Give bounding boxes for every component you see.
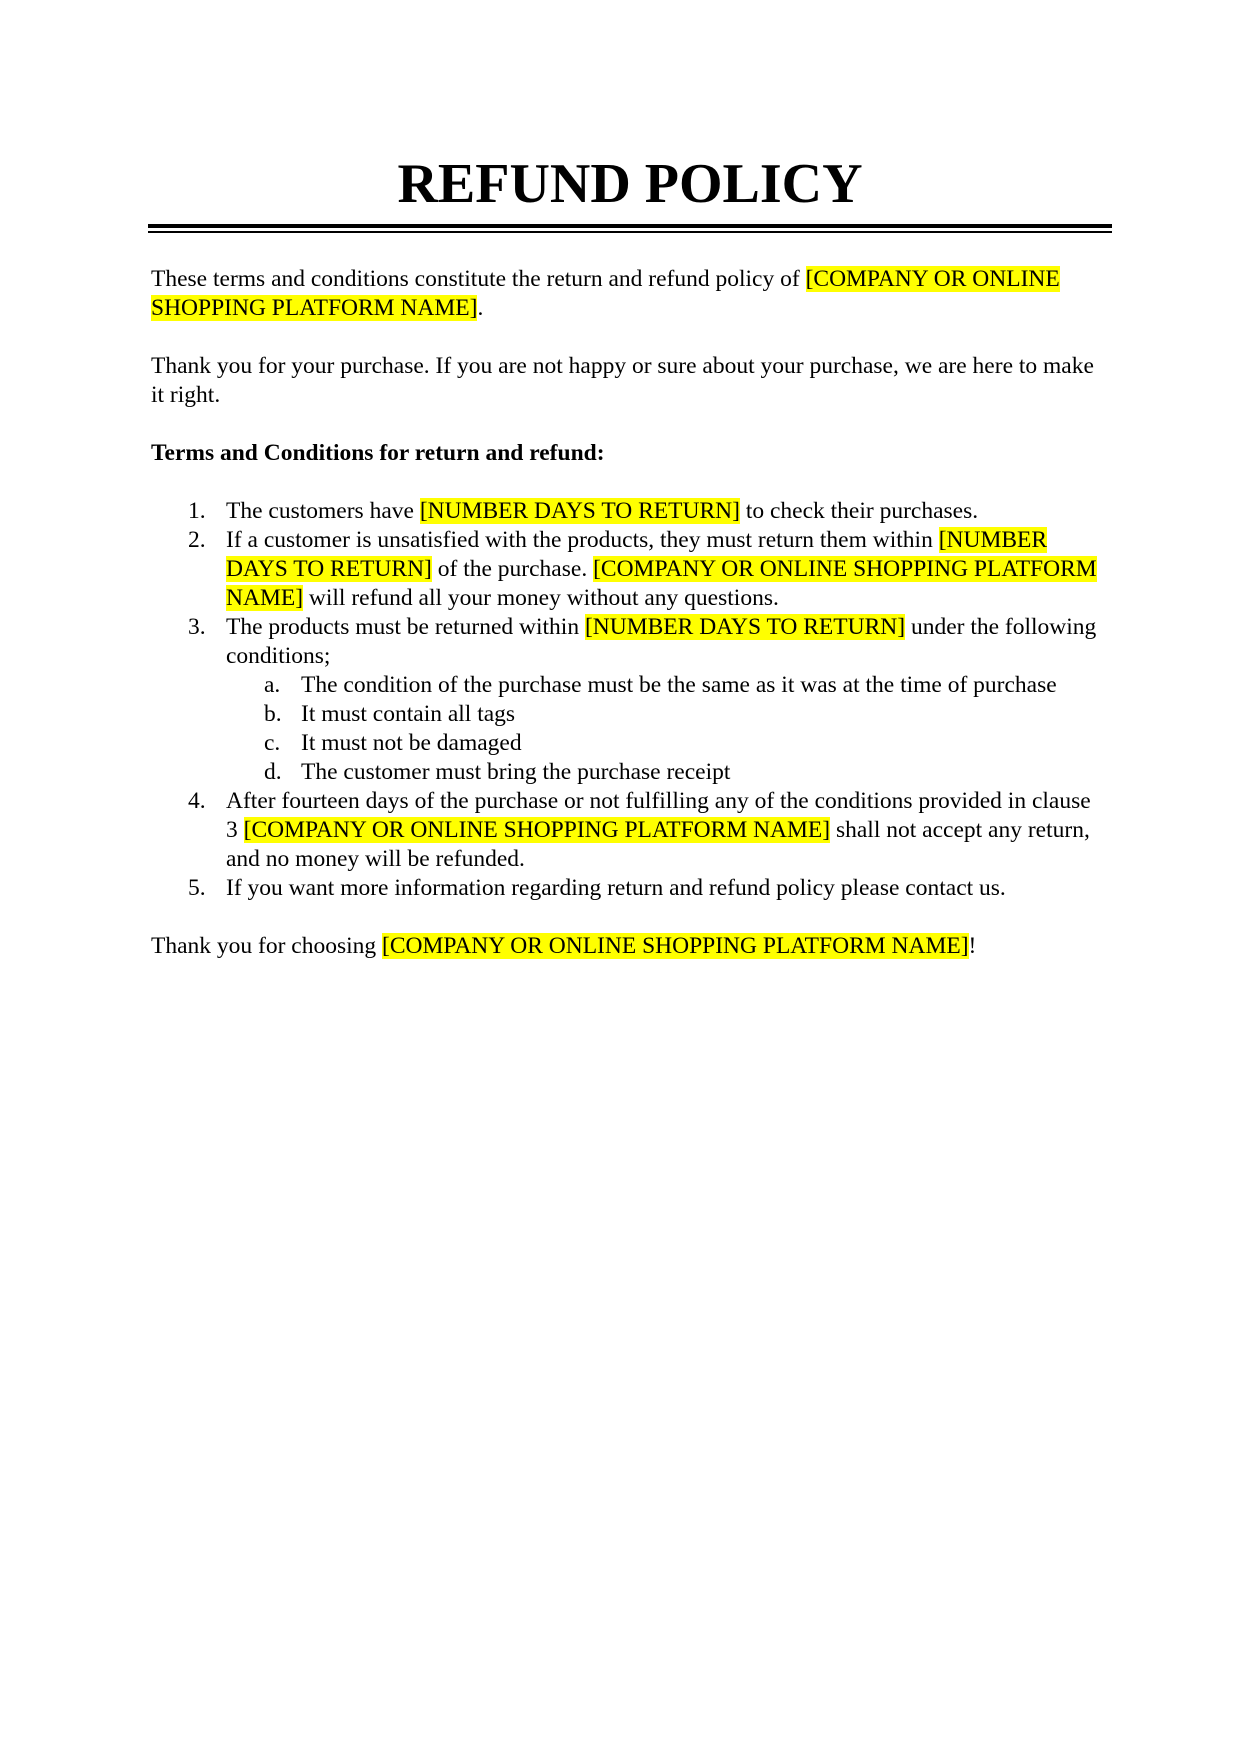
list-item: [151, 613, 1101, 787]
list-number: 2.: [188, 527, 206, 553]
item-text: After fourteen days of the purchase or not fulfilling any of the conditions provided in clause 3: [226, 788, 1091, 843]
list-number: 5.: [188, 875, 206, 901]
sublist-text: It must not be damaged: [301, 730, 522, 756]
conditions-sublist: [226, 671, 1101, 787]
sublist-letter: d.: [264, 759, 282, 785]
company-placeholder: [COMPANY OR ONLINE SHOPPING PLATFORM NAME]: [226, 556, 1097, 611]
title-rule-thick: [148, 224, 1112, 228]
page-title: REFUND POLICY: [397, 153, 863, 215]
sublist-letter: a.: [264, 672, 281, 698]
closing-paragraph: [151, 932, 1101, 961]
sublist-item: [226, 729, 1101, 758]
sublist-letter: c.: [264, 730, 281, 756]
item-text: If a customer is unsatisfied with the products, they must return them within: [226, 527, 939, 553]
item-text: to check their purchases.: [739, 498, 979, 524]
item-text: The products must be returned within: [226, 614, 585, 640]
days-placeholder: [NUMBER DAYS TO RETURN]: [419, 498, 740, 524]
terms-list: [151, 497, 1101, 903]
list-item: [151, 787, 1101, 874]
list-item: [151, 874, 1101, 903]
list-item: [151, 526, 1101, 613]
item-text: under the following conditions;: [226, 614, 1097, 669]
thanks-paragraph: Thank you for your purchase. If you are not happy or sure about your purchase, we are here to make it right.: [151, 353, 1094, 408]
company-placeholder: [COMPANY OR ONLINE SHOPPING PLATFORM NAME]: [382, 933, 969, 959]
sublist-item: [226, 700, 1101, 729]
intro-text: These terms and conditions constitute the return and refund policy of: [151, 266, 806, 292]
list-number: 4.: [188, 788, 206, 814]
terms-heading: Terms and Conditions for return and refund:: [151, 440, 605, 466]
days-placeholder: [NUMBER DAYS TO RETURN]: [226, 527, 1048, 582]
list-number: 3.: [188, 614, 206, 640]
document-body: [151, 265, 1101, 990]
item-text: If you want more information regarding return and refund policy please contact us.: [226, 875, 1006, 901]
item-text: will refund all your money without any questions.: [303, 585, 779, 611]
sublist-item: [226, 758, 1101, 787]
sublist-text: The customer must bring the purchase receipt: [301, 759, 731, 785]
days-placeholder: [NUMBER DAYS TO RETURN]: [584, 614, 906, 640]
intro-end: .: [477, 295, 484, 321]
closing-text: Thank you for choosing: [151, 933, 383, 959]
title-rule-thin: [148, 231, 1112, 233]
closing-end: !: [968, 933, 977, 959]
item-text: shall not accept any return, and no money will be refunded.: [226, 817, 1090, 872]
item-text: of the purchase.: [431, 556, 594, 582]
intro-paragraph: [151, 265, 1101, 323]
sublist-text: It must contain all tags: [301, 701, 516, 727]
company-placeholder: [COMPANY OR ONLINE SHOPPING PLATFORM NAME]: [151, 266, 1060, 321]
sublist-item: [226, 671, 1101, 700]
company-placeholder: [COMPANY OR ONLINE SHOPPING PLATFORM NAME]: [243, 817, 831, 843]
sublist-text: The condition of the purchase must be the same as it was at the time of purchase: [301, 672, 1057, 698]
list-number: 1.: [188, 498, 206, 524]
list-item: [151, 497, 1101, 526]
sublist-letter: b.: [264, 701, 282, 727]
item-text: The customers have: [226, 498, 420, 524]
